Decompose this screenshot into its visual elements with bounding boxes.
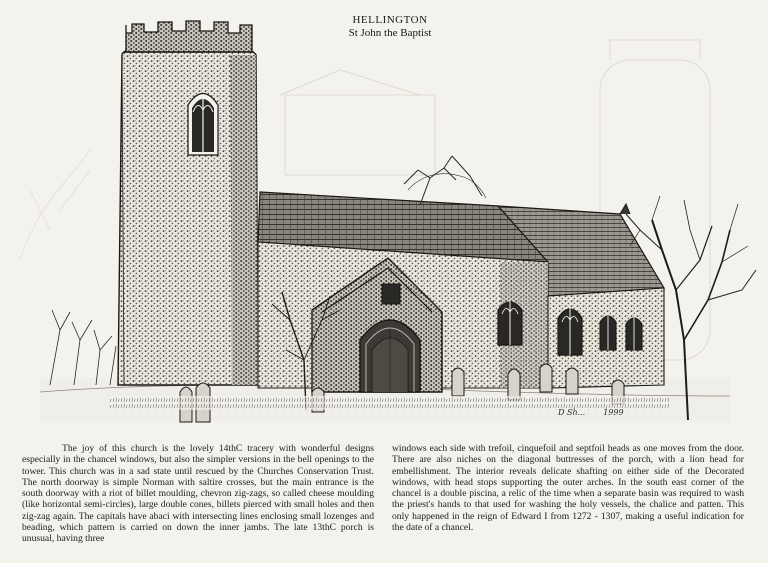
nave-window <box>498 300 522 345</box>
description-right-column: windows each side with trefoil, cinquefoil and septfoil heads as one moves from the door. There are also niches on the diagonal buttresses of the porch, with a lion head for embellishment. The interior reveals delicate shafting on either side of the Decorated windows, with head stops supporting the outer arches. In the south east corner of the chancel is a double piscina, a relic of the time when a separate basin was required to wash the priest's hands to that used for washing the holy vessels, the chalice and patten. This only happened in the reign of Edward I from 1272 - 1307, making a useful indication for the date of a chancel. <box>392 443 744 534</box>
artist-signature-name: D Sh... <box>558 408 586 417</box>
bare-tree-behind-roof <box>404 156 486 205</box>
church-dedication-subtitle: St John the Baptist <box>348 27 432 39</box>
chancel-window-west <box>558 306 582 355</box>
shrub-left <box>50 310 116 385</box>
description-left-column: The joy of this church is the lovely 14thC tracery with wonderful designs especially in the chancel windows, but also the simpler versions in the bell openings to the tower. This church was in a sad state until rescued by the Churches Conservation Trust. The north doorway is simple Norman with saltire crosses, but the main entrance is the south doorway with a riot of billet moulding, chevron zig-zags, so called cheese moulding (like horizontal semi-circles), large double cones, billets pierced with small holes and then zig-zag again. The capitals have abaci with intersecting lines enclosing small lozenges and beading, which pattern is carried on down the inner jambs. The late 13thC porch is unusual, having three <box>22 443 374 545</box>
round-tower <box>118 21 258 385</box>
artist-signature-year: 1999 <box>603 408 624 417</box>
faded-left-trees <box>20 150 90 260</box>
tower-bell-opening-window <box>188 94 218 156</box>
artist-signature <box>558 408 624 417</box>
church-location-title: HELLINGTON <box>352 14 428 26</box>
